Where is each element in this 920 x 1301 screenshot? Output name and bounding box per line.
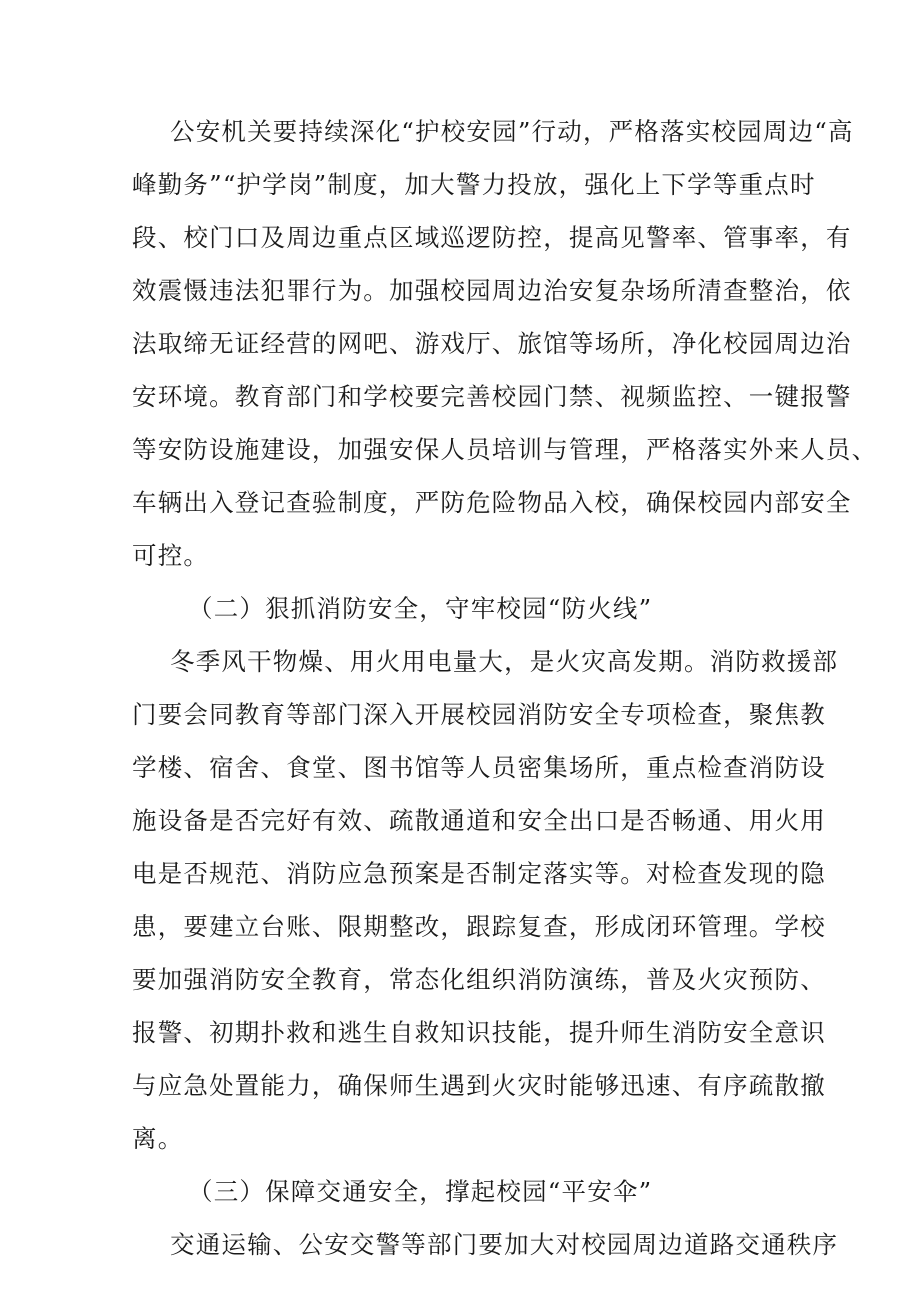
paragraph-line: 学楼、宿舍、食堂、图书馆等人员密集场所，重点检查消防设 [132, 753, 826, 782]
paragraph-line: 门要会同教育等部门深入开展校园消防安全专项检查，聚焦教 [132, 700, 826, 729]
paragraph-line: 公安机关要持续深化“护校安园”行动，严格落实校园周边“高 [170, 117, 854, 146]
paragraph-line: 法取缔无证经营的网吧、游戏厅、旅馆等场所，净化校园周边治 [132, 329, 852, 358]
paragraph-line: 患，要建立台账、限期整改，跟踪复查，形成闭环管理。学校 [132, 912, 826, 941]
section-heading: （三）保障交通安全，撑起校园“平安伞” [188, 1177, 653, 1206]
paragraph-line: 效震慑违法犯罪行为。加强校园周边治安复杂场所清查整治，依 [132, 276, 852, 305]
paragraph-line: 安环境。教育部门和学校要完善校园门禁、视频监控、一键报警 [132, 382, 852, 411]
paragraph-line: 离。 [132, 1124, 184, 1153]
paragraph-line: 电是否规范、消防应急预案是否制定落实等。对检查发现的隐 [132, 859, 826, 888]
section-heading: （二）狠抓消防安全，守牢校园“防火线” [188, 594, 653, 623]
paragraph-line: 等安防设施建设，加强安保人员培训与管理，严格落实外来人员、 [132, 435, 878, 464]
paragraph-line: 车辆出入登记查验制度，严防危险物品入校，确保校园内部安全 [132, 488, 852, 517]
paragraph-line: 施设备是否完好有效、疏散通道和安全出口是否畅通、用火用 [132, 806, 826, 835]
paragraph-line: 可控。 [132, 541, 210, 570]
paragraph-line: 交通运输、公安交警等部门要加大对校园周边道路交通秩序 [170, 1230, 839, 1259]
paragraph-line: 峰勤务”“护学岗”制度，加大警力投放，强化上下学等重点时 [132, 170, 816, 199]
paragraph-line: 段、校门口及周边重点区域巡逻防控，提高见警率、管事率，有 [132, 223, 852, 252]
paragraph-line: 要加强消防安全教育，常态化组织消防演练，普及火灾预防、 [132, 965, 826, 994]
paragraph-line: 与应急处置能力，确保师生遇到火灾时能够迅速、有序疏散撤 [132, 1071, 826, 1100]
paragraph-line: 冬季风干物燥、用火用电量大，是火灾高发期。消防救援部 [170, 647, 839, 676]
paragraph-line: 报警、初期扑救和逃生自救知识技能，提升师生消防安全意识 [132, 1018, 826, 1047]
